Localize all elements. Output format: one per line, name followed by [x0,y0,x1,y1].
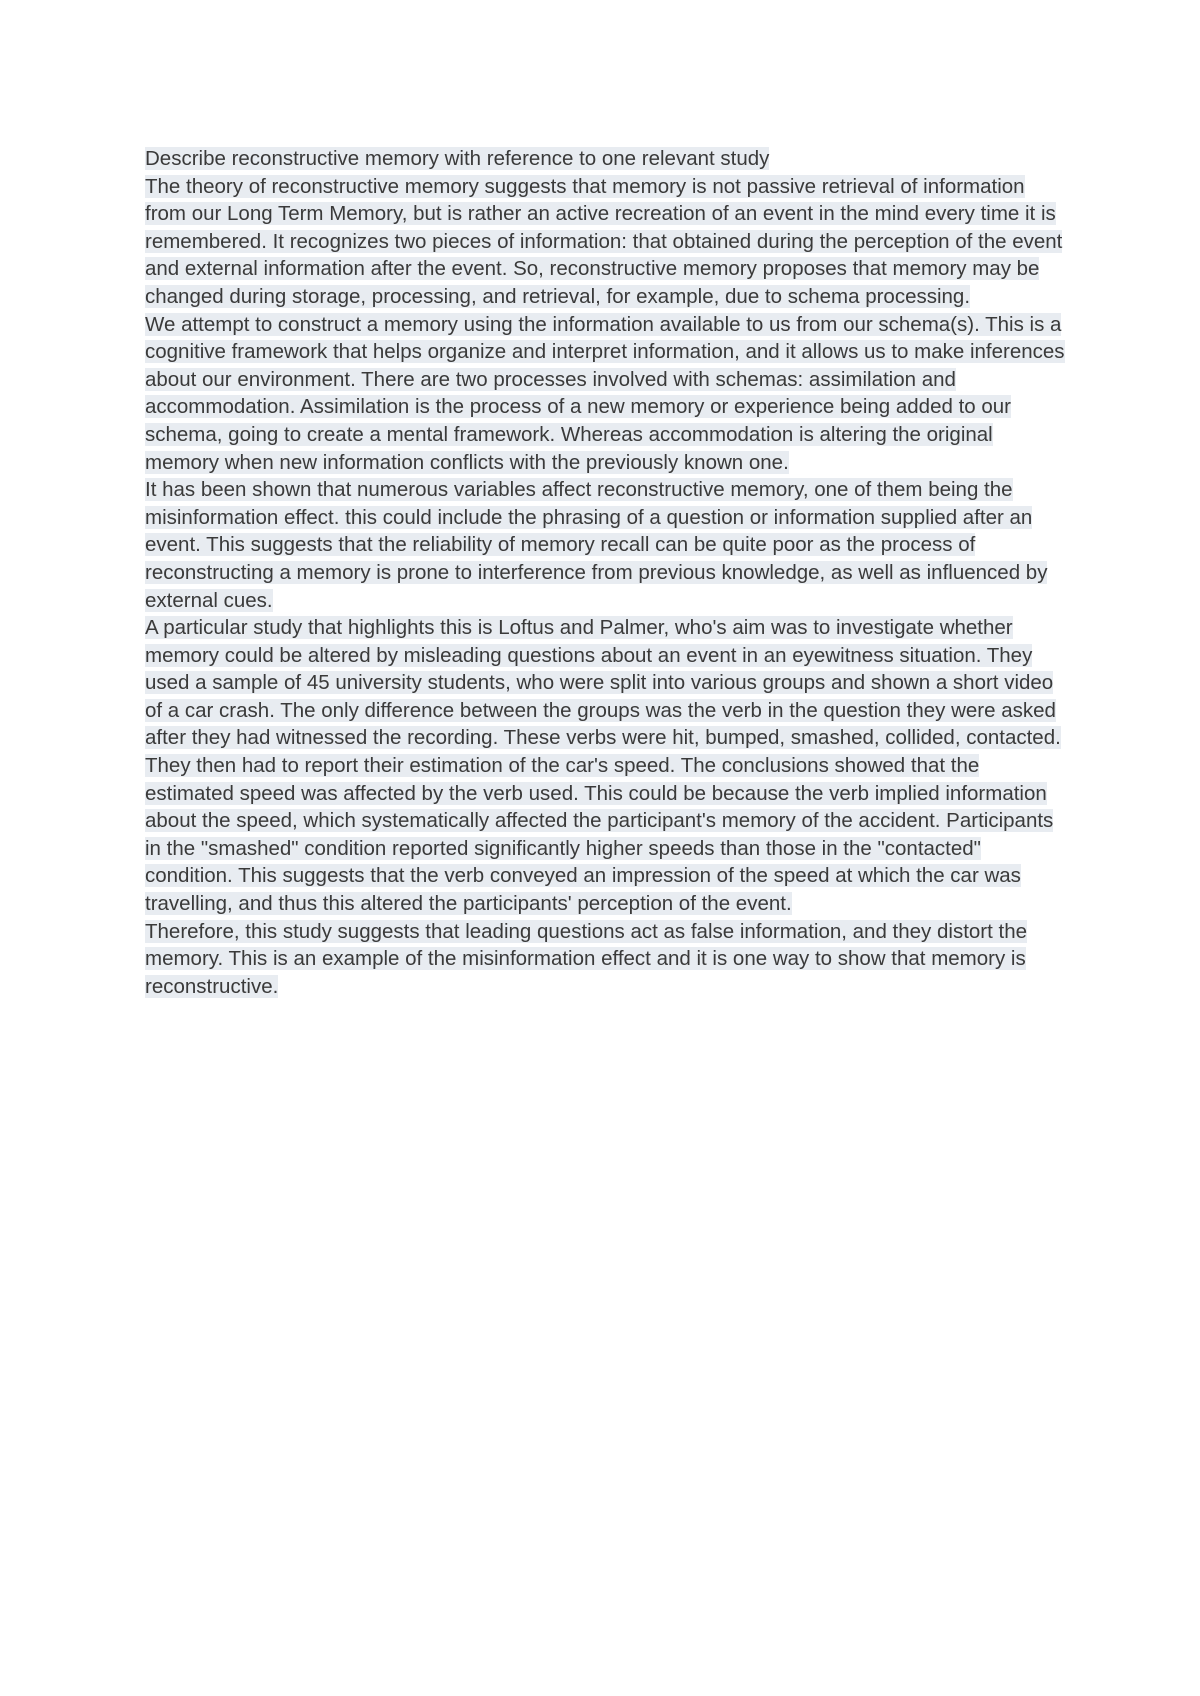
paragraph-5-text: Therefore, this study suggests that leading questions act as false information, and they distort the memory. This is an example of the misinformation effect and it is one way to show that memory is reconstructive. [145,919,1028,998]
document-title-text: Describe reconstructive memory with reference to one relevant study [145,147,770,170]
paragraph-2 [145,311,1065,477]
document-body [145,145,1065,1000]
paragraph-5 [145,918,1065,1001]
paragraph-4 [145,614,1065,918]
paragraph-2-text: We attempt to construct a memory using the information available to us from our schema(s). This is a cognitive framework that helps organize and interpret information, and it allows us to make inferences about our environment. There are two processes involved with schemas: assimilation and accommodation. Assimilation is the process of a new memory or experience being added to our schema, going to create a mental framework. Whereas accommodation is altering the original memory when new information conflicts with the previously known one. [145,312,1065,474]
paragraph-1-text: The theory of reconstructive memory suggests that memory is not passive retrieval of information from our Long Term Memory, but is rather an active recreation of an event in the mind every time it is remembered. It recognizes two pieces of information: that obtained during the perception of the event and external information after the event. So, reconstructive memory proposes that memory may be changed during storage, processing, and retrieval, for example, due to schema processing. [145,174,1063,308]
paragraph-4-text: A particular study that highlights this is Loftus and Palmer, who's aim was to investigate whether memory could be altered by misleading questions about an event in an eyewitness situation. They used a sample of 45 university students, who were split into various groups and shown a short video of a car crash. The only difference between the groups was the verb in the question they were asked after they had witnessed the recording. These verbs were hit, bumped, smashed, collided, contacted. They then had to report their estimation of the car's speed. The conclusions showed that the estimated speed was affected by the verb used. This could be because the verb implied information about the speed, which systematically affected the participant's memory of the accident. Participants in the "smashed" condition reported significantly higher speeds than those in the "contacted" condition. This suggests that the verb conveyed an impression of the speed at which the car was travelling, and thus this altered the participants' perception of the event. [145,616,1061,916]
paragraph-3-text: It has been shown that numerous variables affect reconstructive memory, one of them being the misinformation effect. this could include the phrasing of a question or information supplied after an event. This suggests that the reliability of memory recall can be quite poor as the process of reconstructing a memory is prone to interference from previous knowledge, as well as influenced by external cues. [145,478,1048,612]
paragraph-3 [145,476,1065,614]
document-title [145,145,1065,173]
paragraph-1 [145,173,1065,311]
